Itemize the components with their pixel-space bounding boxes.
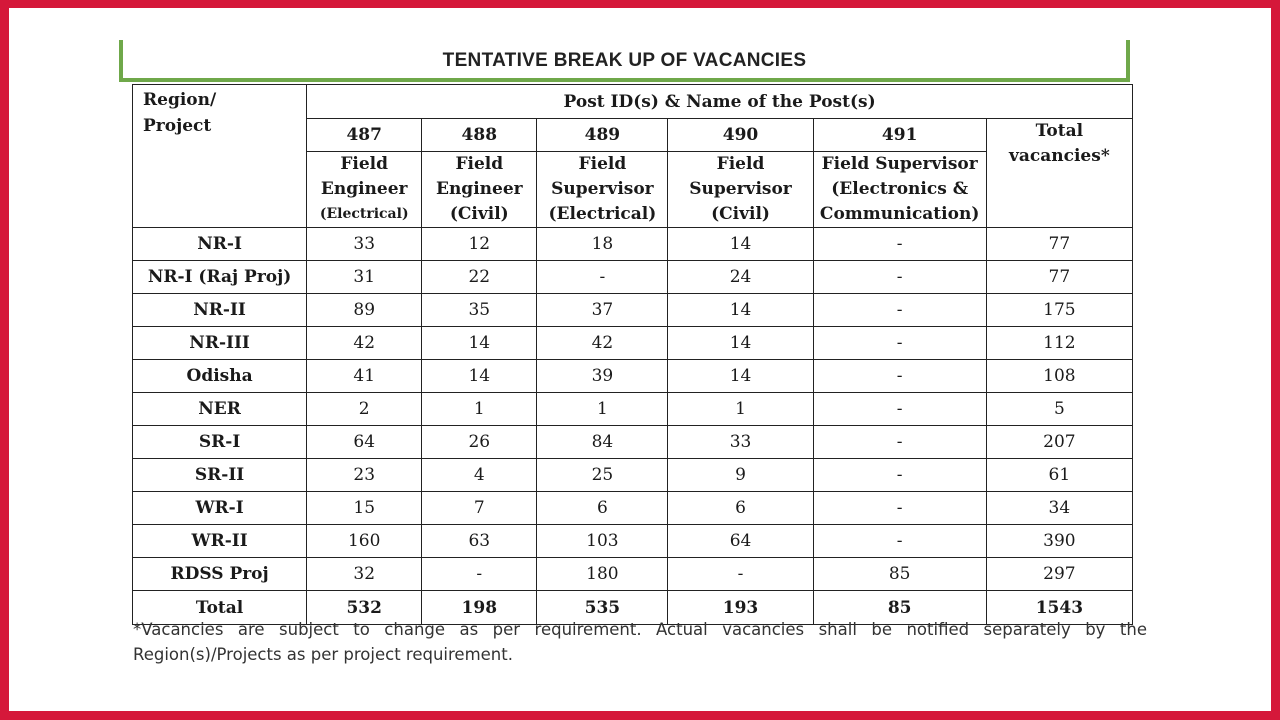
vacancy-cell: 14 [422, 327, 537, 360]
region-name: NR-II [133, 294, 307, 327]
vacancy-cell: 32 [307, 558, 422, 591]
vacancy-cell: 23 [307, 459, 422, 492]
vacancy-cell: 84 [537, 426, 668, 459]
vacancy-cell: 1 [422, 393, 537, 426]
row-total-cell: 112 [986, 327, 1132, 360]
region-name: SR-II [133, 459, 307, 492]
vacancy-cell: 24 [668, 261, 813, 294]
post-name-line: (Civil) [449, 204, 509, 224]
region-name: NR-I [133, 228, 307, 261]
region-name: WR-II [133, 525, 307, 558]
table-row [133, 228, 1133, 261]
vacancy-cell: 22 [422, 261, 537, 294]
region-header-line2: Project [143, 116, 212, 136]
post-name-line: Supervisor [689, 179, 792, 199]
post-id-491: 491 [813, 119, 986, 152]
post-name-line: Field [716, 154, 765, 174]
region-name: Odisha [133, 360, 307, 393]
post-name-line: Field Supervisor [821, 154, 978, 174]
vacancy-cell: 14 [668, 360, 813, 393]
vacancy-cell: 85 [813, 558, 986, 591]
vacancy-cell: 89 [307, 294, 422, 327]
vacancy-cell: 37 [537, 294, 668, 327]
post-id-489: 489 [537, 119, 668, 152]
vacancy-cell: 160 [307, 525, 422, 558]
vacancy-cell: - [813, 393, 986, 426]
total-vacancies-header [986, 119, 1132, 228]
table-row [133, 393, 1133, 426]
title-banner [119, 40, 1130, 82]
post-name-line: Communication) [819, 204, 980, 224]
vacancy-cell: - [813, 525, 986, 558]
post-id-490: 490 [668, 119, 813, 152]
vacancy-cell: 9 [668, 459, 813, 492]
vacancy-cell: - [668, 558, 813, 591]
region-name: NR-III [133, 327, 307, 360]
vacancy-cell: 14 [668, 228, 813, 261]
total-header-line2: vacancies* [1009, 146, 1110, 166]
post-name-line: (Electronics & [831, 179, 969, 199]
vacancy-cell: 14 [668, 327, 813, 360]
column-total-cell: 193 [668, 591, 813, 625]
vacancy-cell: 6 [668, 492, 813, 525]
table-row [133, 327, 1133, 360]
vacancy-cell: - [813, 426, 986, 459]
row-total-cell: 34 [986, 492, 1132, 525]
vacancy-cell: - [813, 228, 986, 261]
vacancy-cell: 7 [422, 492, 537, 525]
vacancy-cell: 6 [537, 492, 668, 525]
vacancy-cell: 35 [422, 294, 537, 327]
vacancy-cell: 63 [422, 525, 537, 558]
vacancy-cell: 14 [422, 360, 537, 393]
region-name: SR-I [133, 426, 307, 459]
post-name-line: Supervisor [551, 179, 654, 199]
vacancy-cell: - [813, 261, 986, 294]
vacancy-cell: 15 [307, 492, 422, 525]
vacancy-cell: 64 [307, 426, 422, 459]
row-total-cell: 77 [986, 228, 1132, 261]
column-total-cell: 535 [537, 591, 668, 625]
table-row [133, 558, 1133, 591]
vacancy-cell: - [813, 294, 986, 327]
post-id-488: 488 [422, 119, 537, 152]
table-row [133, 492, 1133, 525]
page-title: TENTATIVE BREAK UP OF VACANCIES [442, 50, 807, 71]
vacancy-cell: - [813, 327, 986, 360]
vacancy-cell: 18 [537, 228, 668, 261]
row-total-cell: 297 [986, 558, 1132, 591]
vacancy-cell: 14 [668, 294, 813, 327]
table-row [133, 294, 1133, 327]
region-name: NER [133, 393, 307, 426]
grand-total-cell: 1543 [986, 591, 1132, 625]
row-total-cell: 5 [986, 393, 1132, 426]
vacancy-cell: 1 [537, 393, 668, 426]
vacancy-cell: 4 [422, 459, 537, 492]
footnote: *Vacancies are subject to change as per requirement. Actual vacancies shall be notified separately by the Region(s)/Projects as per project requirement. [133, 620, 1147, 664]
vacancy-cell: 1 [668, 393, 813, 426]
vacancy-cell: 31 [307, 261, 422, 294]
vacancy-cell: 12 [422, 228, 537, 261]
vacancy-cell: 25 [537, 459, 668, 492]
column-total-cell: 198 [422, 591, 537, 625]
vacancy-cell: 103 [537, 525, 668, 558]
table-row [133, 459, 1133, 492]
row-total-cell: 207 [986, 426, 1132, 459]
region-header-line1: Region/ [143, 90, 217, 110]
post-id-487: 487 [307, 119, 422, 152]
row-total-cell: 175 [986, 294, 1132, 327]
post-name-489 [537, 152, 668, 228]
post-name-487 [307, 152, 422, 228]
vacancy-cell: 33 [307, 228, 422, 261]
vacancy-cell: 39 [537, 360, 668, 393]
vacancy-cell: 42 [307, 327, 422, 360]
row-total-cell: 390 [986, 525, 1132, 558]
column-total-cell: 85 [813, 591, 986, 625]
region-name: NR-I (Raj Proj) [133, 261, 307, 294]
vacancy-cell: 2 [307, 393, 422, 426]
vacancy-cell: 26 [422, 426, 537, 459]
vacancy-cell: - [537, 261, 668, 294]
vacancy-cell: 64 [668, 525, 813, 558]
table-row [133, 525, 1133, 558]
column-total-cell: 532 [307, 591, 422, 625]
table-row [133, 426, 1133, 459]
post-name-line: Field [340, 154, 389, 174]
vacancy-cell: - [813, 492, 986, 525]
row-total-cell: 61 [986, 459, 1132, 492]
row-total-cell: 77 [986, 261, 1132, 294]
post-name-491 [813, 152, 986, 228]
vacancy-table [132, 84, 1133, 625]
total-header-line1: Total [1035, 121, 1084, 141]
vacancy-cell: - [422, 558, 537, 591]
post-name-line: Engineer [320, 179, 408, 199]
region-name: WR-I [133, 492, 307, 525]
post-name-line: Engineer [435, 179, 523, 199]
total-label: Total [133, 591, 307, 625]
post-name-line: Field [455, 154, 504, 174]
post-name-488 [422, 152, 537, 228]
post-name-line: (Electrical) [319, 206, 409, 222]
post-heading: Post ID(s) & Name of the Post(s) [307, 85, 1133, 119]
vacancy-cell: 42 [537, 327, 668, 360]
region-name: RDSS Proj [133, 558, 307, 591]
post-name-line: (Electrical) [548, 204, 657, 224]
region-project-header [133, 85, 307, 228]
vacancy-cell: 41 [307, 360, 422, 393]
vacancy-cell: 33 [668, 426, 813, 459]
vacancy-cell: - [813, 459, 986, 492]
post-name-490 [668, 152, 813, 228]
post-name-line: Field [578, 154, 627, 174]
post-name-line: (Civil) [711, 204, 770, 224]
table-row [133, 360, 1133, 393]
vacancy-cell: 180 [537, 558, 668, 591]
vacancy-cell: - [813, 360, 986, 393]
table-row [133, 261, 1133, 294]
row-total-cell: 108 [986, 360, 1132, 393]
